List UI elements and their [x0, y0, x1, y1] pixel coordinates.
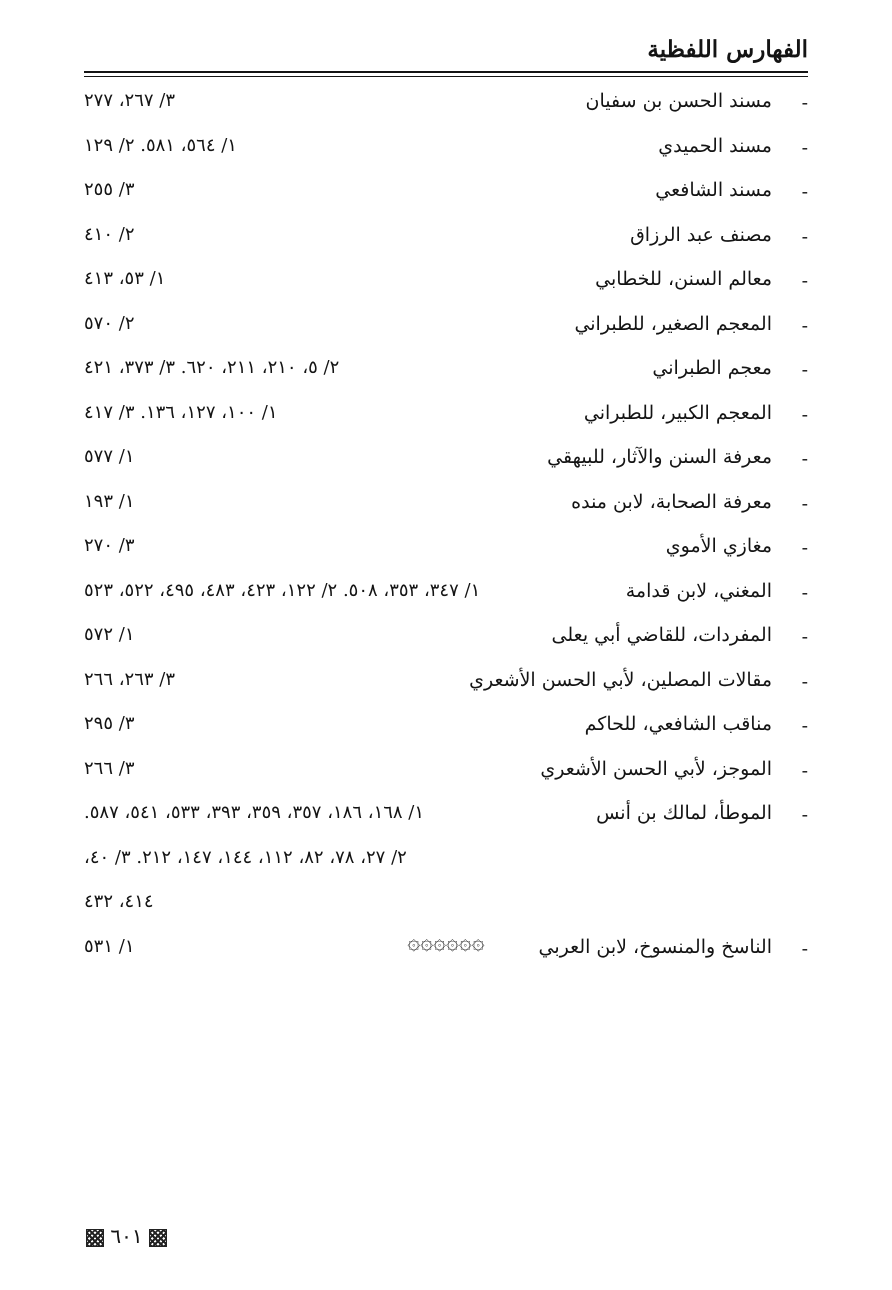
- entry-dash: -: [801, 581, 808, 604]
- index-entry: [84, 173, 808, 218]
- entry-references: ١/ ١٦٨، ١٨٦، ٣٥٧، ٣٥٩، ٣٩٣، ٥٣٣، ٥٤١، ٥٨٧.: [84, 802, 425, 823]
- entry-title: مغازي الأموي: [665, 535, 772, 557]
- entry-references: ١/ ٥٣، ٤١٣: [84, 268, 166, 289]
- entry-dash: -: [801, 136, 808, 159]
- entry-dash: -: [801, 359, 808, 381]
- index-entry: [84, 351, 808, 396]
- entry-references-continued: ٤١٤، ٤٣٢: [84, 891, 154, 912]
- entry-title: معرفة السنن والآثار، للبيهقي: [547, 446, 772, 468]
- entry-references: ٣/ ٢٥٥: [84, 179, 135, 200]
- entry-references: ١/ ٥٦٤، ٥٨١. ٢/ ١٢٩: [84, 134, 237, 156]
- entry-dash: -: [801, 670, 808, 693]
- entry-title: الموجز، لأبي الحسن الأشعري: [540, 757, 772, 780]
- entry-references: ٢/ ٥، ٢١٠، ٢١١، ٦٢٠. ٣/ ٣٧٣، ٤٢١: [84, 357, 340, 378]
- index-entry: [84, 307, 808, 352]
- entry-references: ١/ ٥٧٢: [84, 624, 135, 645]
- index-entry: [84, 618, 808, 663]
- entry-title: المعجم الصغير، للطبراني: [574, 312, 772, 335]
- index-entry: [84, 707, 808, 752]
- entry-dash: -: [801, 937, 808, 960]
- index-entry: [84, 485, 808, 530]
- entry-title: المغني، لابن قدامة: [625, 579, 772, 602]
- entry-dash: -: [801, 181, 808, 203]
- entry-references: ٣/ ٢٦٧، ٢٧٧: [84, 90, 176, 111]
- entry-title: مقالات المصلين، لأبي الحسن الأشعري: [469, 668, 772, 691]
- entry-title: مسند الشافعي: [655, 179, 772, 201]
- entry-references: ٢/ ٤١٠: [84, 223, 135, 245]
- entry-references: ٣/ ٢٩٥: [84, 713, 135, 734]
- entry-dash: -: [801, 403, 808, 426]
- entry-continuation: [84, 885, 808, 930]
- entry-references: ٢/ ٥٧٠: [84, 312, 135, 334]
- index-entry: [84, 574, 808, 619]
- entry-dash: -: [801, 715, 808, 737]
- entry-dash: -: [801, 759, 808, 782]
- entry-dash: -: [801, 537, 808, 559]
- header-rule-thick: [84, 71, 808, 73]
- entry-references-continued: ٢/ ٢٧، ٧٨، ٨٢، ١١٢، ١٤٤، ١٤٧، ٢١٢. ٣/ ٤٠،: [84, 846, 407, 868]
- entry-title: مناقب الشافعي، للحاكم: [584, 713, 772, 735]
- page-number-text: ٦٠١: [110, 1224, 143, 1248]
- entry-title: مصنف عبد الرزاق: [630, 223, 772, 246]
- entry-title: مسند الحسن بن سفيان: [585, 90, 772, 112]
- section-end-ornament: ۞۞۞۞۞۞: [407, 930, 485, 955]
- entry-references: ١/ ٥٣١: [84, 935, 135, 957]
- index-entry: [84, 529, 808, 574]
- header-rule-thin: [84, 76, 808, 77]
- left-ornament-icon: [86, 1229, 104, 1247]
- index-entry: [84, 84, 808, 129]
- entry-title: الموطأ، لمالك بن أنس: [596, 802, 772, 824]
- entry-references: ١/ ١٩٣: [84, 490, 135, 512]
- entry-title: معجم الطبراني: [652, 357, 772, 379]
- index-entries: [84, 84, 808, 974]
- entry-references: ٣/ ٢٦٦: [84, 757, 135, 779]
- entry-references: ١/ ٥٧٧: [84, 446, 135, 467]
- entry-dash: -: [801, 626, 808, 648]
- entry-dash: -: [801, 448, 808, 470]
- entry-dash: -: [801, 270, 808, 292]
- entry-title: معالم السنن، للخطابي: [595, 268, 772, 290]
- entry-references: ١/ ١٠٠، ١٢٧، ١٣٦. ٣/ ٤١٧: [84, 401, 278, 423]
- entry-references: ١/ ٣٤٧، ٣٥٣، ٥٠٨. ٢/ ١٢٢، ٤٢٣، ٤٨٣، ٤٩٥، ٥٢٢، ٥٢٣: [84, 579, 481, 601]
- index-entry: [84, 796, 808, 841]
- entry-dash: -: [801, 92, 808, 114]
- index-entry: [84, 129, 808, 174]
- page-header-title: الفهارس اللفظية: [647, 36, 808, 63]
- index-entry: [84, 262, 808, 307]
- index-entry: [84, 218, 808, 263]
- entry-references: ٣/ ٢٧٠: [84, 535, 135, 556]
- index-entry: [84, 440, 808, 485]
- entry-dash: -: [801, 314, 808, 337]
- entry-dash: -: [801, 492, 808, 515]
- entry-references: ٣/ ٢٦٣، ٢٦٦: [84, 668, 176, 690]
- entry-title: الناسخ والمنسوخ، لابن العربي: [538, 935, 772, 958]
- entry-title: مسند الحميدي: [658, 134, 772, 157]
- entry-title: المعجم الكبير، للطبراني: [583, 401, 772, 424]
- index-entry: [84, 663, 808, 708]
- entry-title: معرفة الصحابة، لابن منده: [571, 490, 772, 513]
- right-ornament-icon: [149, 1229, 167, 1247]
- page-number: [86, 1224, 167, 1248]
- entry-dash: -: [801, 225, 808, 248]
- index-entry: [84, 752, 808, 797]
- entry-continuation: [84, 841, 808, 886]
- index-entry: [84, 396, 808, 441]
- entry-title: المفردات، للقاضي أبي يعلى: [551, 624, 772, 646]
- entry-dash: -: [801, 804, 808, 826]
